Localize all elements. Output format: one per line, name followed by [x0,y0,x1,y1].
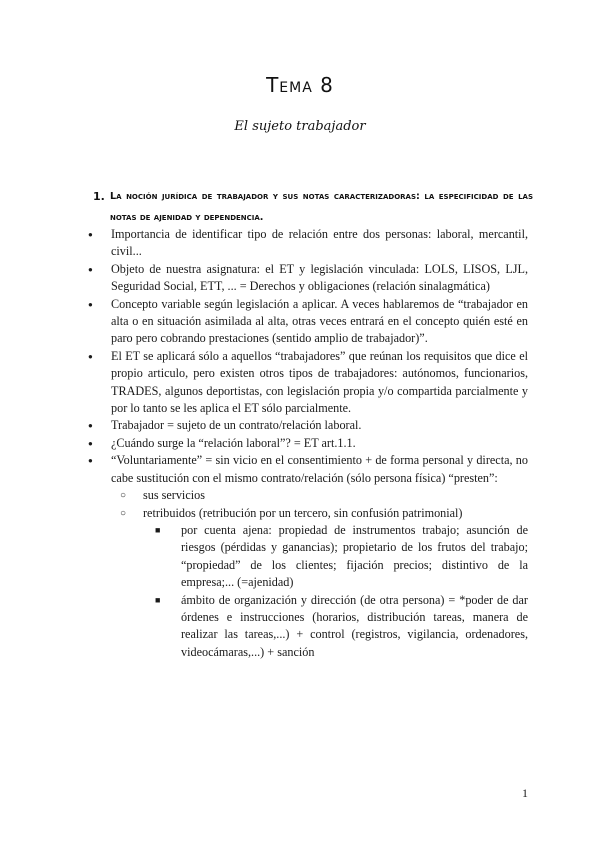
nested-list-item-text: ámbito de organización y dirección (de otra persona) = *poder de dar órdenes e instrucciones (horarios, distribución tareas, manera de realizar las tareas,...) + control (registros, vigilancia, ordenadores, videocámaras,...) + sanción [181,592,528,659]
sub-list-item-text: sus servicios [143,488,205,503]
hollow-circle-bullet-icon: ○ [120,490,127,502]
list-item-text: “Voluntariamente” = sin vicio en el consentimiento + de forma personal y directa, no cabe sustitución con el mismo contrato/relación (sólo persona física) “presten”: [111,453,528,485]
list-item [88,417,528,434]
list-item [88,435,528,452]
sub-list-item [88,505,528,522]
list-item-text: Importancia de identificar tipo de relación entre dos personas: laboral, mercantil, civil... [111,227,528,259]
list-item [88,261,528,296]
page-subtitle: El sujeto trabajador [234,119,366,134]
square-bullet-icon: ■ [155,594,161,605]
page-number: 1 [522,785,528,800]
list-item [88,452,528,487]
bullet-icon: ● [88,456,93,466]
section-number: 1. [93,190,105,203]
list-item-text: ¿Cuándo surge la “relación laboral”? = ET art.1.1. [111,435,356,450]
sub-list-item-text: retribuidos (retribución por un tercero, sin confusión patrimonial) [143,505,463,520]
hollow-circle-bullet-icon: ○ [120,507,127,519]
section-heading-text: La noción jurídica de trabajador y sus notas caracterizadoras: la especificidad de las notas de ajenidad y dependencia. [110,191,533,223]
square-bullet-icon: ■ [155,524,161,535]
list-item [88,348,528,418]
page-title: Tema 8 [266,73,334,97]
bullet-icon: ● [88,299,93,309]
list-item-text: Objeto de nuestra asignatura: el ET y legislación vinculada: LOLS, LISOS, LJL, Seguridad Social, ETT, ... = Derechos y obligaciones (relación sinalagmática) [111,261,528,294]
bullet-icon: ● [88,264,93,274]
bullet-list [88,226,528,661]
bullet-icon: ● [88,351,93,361]
bullet-icon: ● [88,438,93,448]
list-item [88,296,528,348]
nested-list-item-text: por cuenta ajena: propiedad de instrumentos trabajo; asunción de riesgos (pérdidas y ganancias); propietario de los frutos del trabajo; “propiedad” de los clientes; fijación precios; distintivo de la empresa;... (=ajenidad) [181,522,528,590]
list-item-text: Concepto variable según legislación a aplicar. A veces hablaremos de “trabajador en alta o en situación asimilada al alta, otras veces entrará en el concepto quién esté en paro pero cobrando prestaciones (sentido amplio de trabajador)”. [111,296,528,346]
list-item-text: Trabajador = sujeto de un contrato/relación laboral. [111,418,362,433]
nested-list-item [88,592,528,662]
list-item [88,226,528,261]
section-heading [93,186,533,228]
bullet-icon: ● [88,421,93,431]
nested-list-item [88,522,528,592]
sub-list-item [88,487,528,504]
list-item-text: El ET se aplicará sólo a aquellos “trabajadores” que reúnan los requisitos que dice el propio articulo, pero existen otros tipos de trabajadores: autónomos, funcionarios, TRADES, algunos deportistas, con legislación propia y/o compartida parcialmente y por lo tanto se les aplica el ET sólo parcialmente. [111,348,528,416]
bullet-icon: ● [88,230,93,239]
